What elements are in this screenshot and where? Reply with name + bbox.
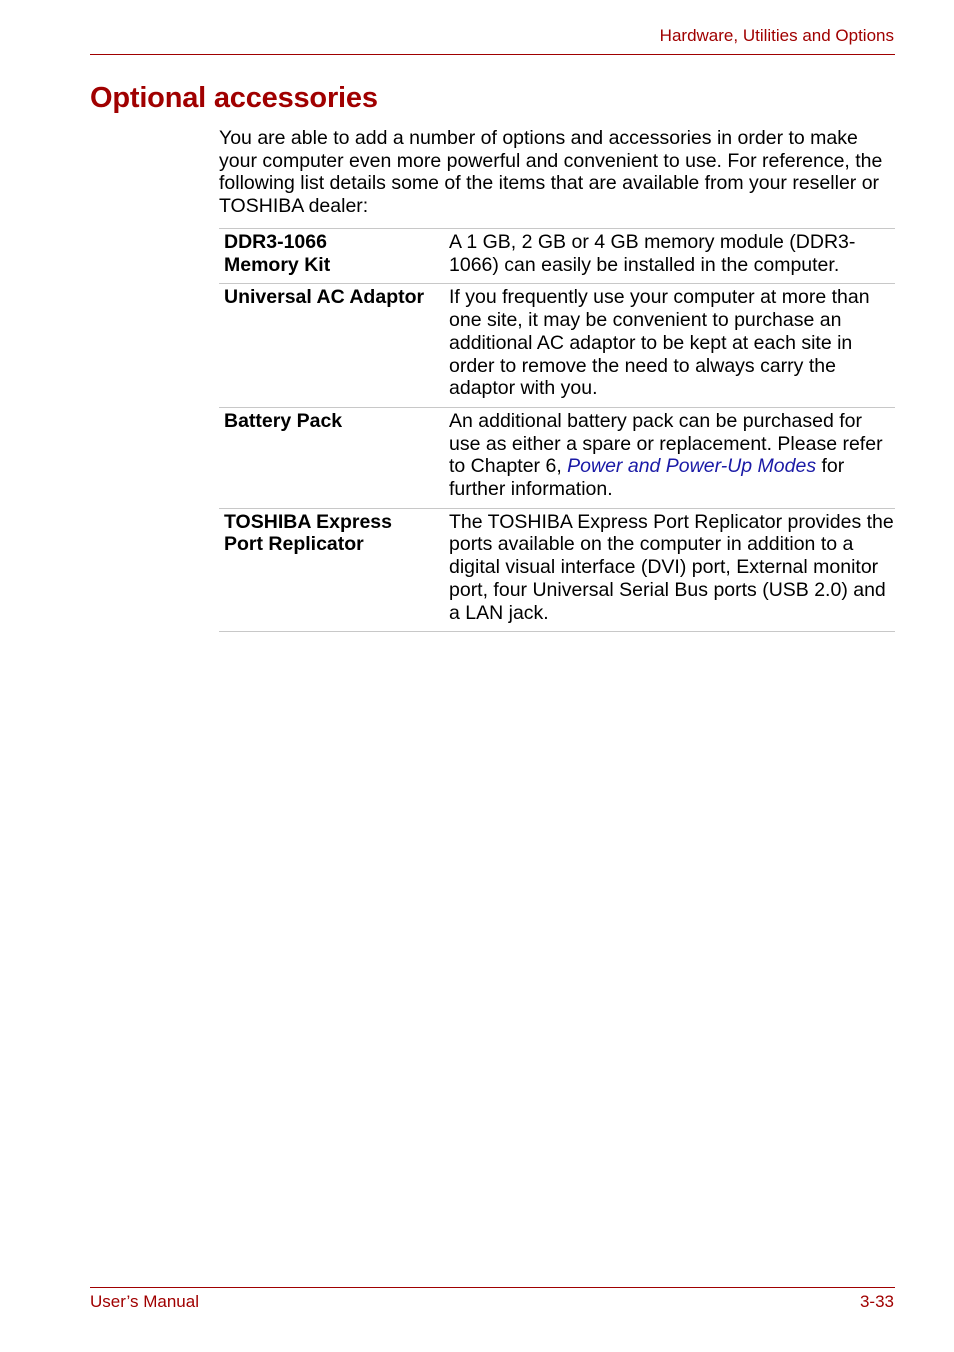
accessory-description: The TOSHIBA Express Port Replicator provides the ports available on the computer in addition to a digital visual interface (DVI) port, External monitor port, four Universal Serial Bus ports (USB 2.0) and a LAN jack.: [449, 508, 895, 632]
description-text: An additional battery pack can be purchased for use as either a spare or replacement. Please refer to Chapter 6,: [449, 409, 883, 478]
table-row: [219, 229, 895, 284]
accessory-term: Battery Pack: [219, 407, 449, 508]
table-row: [219, 407, 895, 508]
accessory-description: [449, 407, 895, 508]
accessory-description: If you frequently use your computer at more than one site, it may be convenient to purchase an additional AC adaptor to be kept at each site in order to remove the need to always carry the adaptor with you.: [449, 284, 895, 408]
accessory-term: [219, 508, 449, 632]
accessories-table: [219, 228, 895, 632]
chapter-link[interactable]: Power and Power-Up Modes: [567, 455, 817, 478]
footer-rule: [90, 1287, 895, 1288]
page-title: Optional accessories: [90, 82, 378, 114]
description-text: for further information.: [449, 455, 845, 501]
page-number: 3-33: [859, 1292, 894, 1311]
term-line: TOSHIBA Express: [224, 510, 392, 533]
term-line: Port Replicator: [224, 533, 364, 556]
accessory-term: Universal AC Adaptor: [219, 284, 449, 408]
accessory-description: A 1 GB, 2 GB or 4 GB memory module (DDR3-1066) can easily be installed in the computer.: [449, 229, 895, 284]
table-row: [219, 284, 895, 408]
running-header: Hardware, Utilities and Options: [659, 26, 894, 45]
term-line: Memory Kit: [224, 253, 331, 276]
header-rule: [90, 54, 895, 55]
footer-manual-title: User’s Manual: [90, 1292, 199, 1311]
intro-paragraph: You are able to add a number of options and accessories in order to make your computer even more powerful and convenient to use. For reference, the following list details some of the items that are available from your reseller or TOSHIBA dealer:: [219, 127, 883, 218]
term-line: DDR3-1066: [224, 231, 327, 253]
table-row: [219, 508, 895, 632]
accessory-term: [219, 229, 449, 284]
